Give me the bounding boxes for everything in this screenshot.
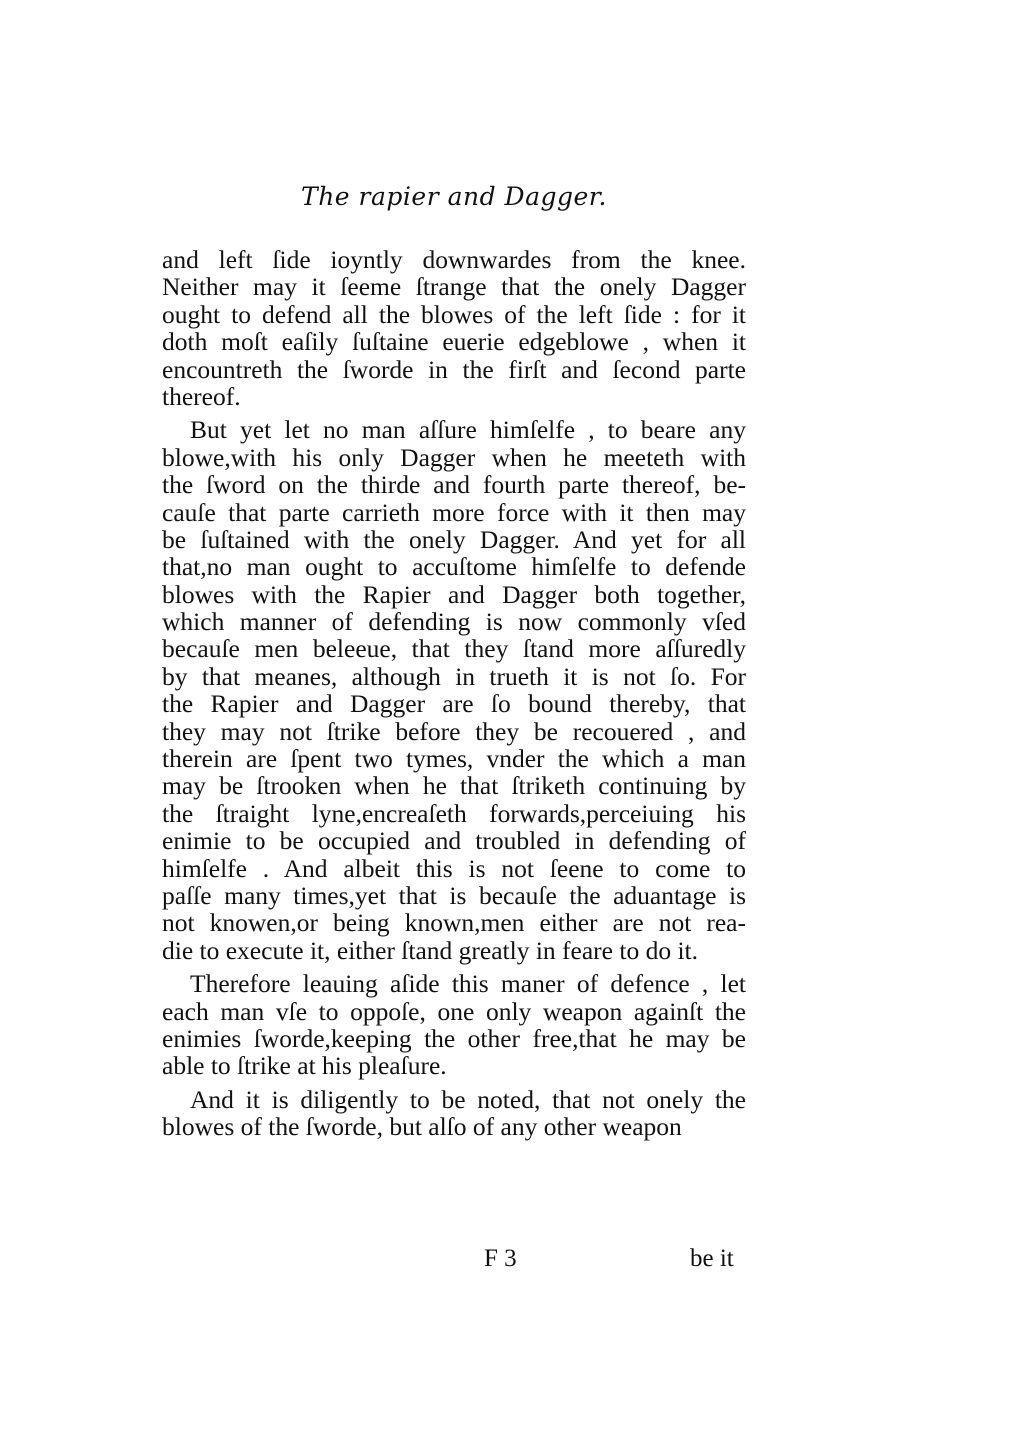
paragraph [162,1086,746,1141]
text-line: able to ſtrike at his pleaſure. [162,1051,447,1081]
text-line: blowe,with his only Dagger when he meeteth with [162,442,746,472]
text-line: by that meanes, although in trueth it is not ſo. For [162,661,746,691]
text-line: each man vſe to oppoſe, one only weapon againſt the [162,996,746,1026]
text-line: the ſtraight lyne,encreaſeth forwards,perceiuing his [162,798,746,828]
text-line: and left ſide ioyntly downwardes from the knee. [162,245,746,274]
paragraph [162,970,746,1080]
text-line: die to execute it, either ſtand greatly in feare to do it. [162,935,698,965]
catchword: be it [690,1245,734,1272]
paragraph [162,246,746,410]
text-line: paſſe many times,yet that is becauſe the aduantage is [162,880,746,910]
text-line: himſelfe . And albeit this is not ſeene to come to [162,853,746,883]
text-line: the ſword on the thirde and fourth parte thereof, be- [162,470,746,500]
running-head: The rapier and Dagger. [301,182,607,211]
text-line: therein are ſpent two tymes, vnder the which a man [162,744,746,774]
body-text [162,246,746,1141]
paragraph [162,416,746,964]
text-line: becauſe men beleeue, that they ſtand more aſſuredly [162,634,746,664]
text-line: cauſe that parte carrieth more force with it then may [162,497,746,527]
text-line: be ſuſtained with the onely Dagger. And yet for all [162,524,746,554]
text-line: enimies ſworde,keeping the other free,that he may be [162,1023,746,1053]
text-line: ought to defend all the blowes of the left ſide : for it [162,299,746,329]
signature-mark: F 3 [484,1245,517,1272]
text-line: may be ſtrooken when he that ſtriketh continuing by [162,771,746,801]
text-line: they may not ſtrike before they be recouered , and [162,716,746,746]
text-line: blowes of the ſworde, but alſo of any other weapon [162,1112,682,1142]
text-line: not knowen,or being known,men either are not rea- [162,908,746,938]
text-line: doth moſt eaſily ſuſtaine euerie edgeblowe , when it [162,327,746,357]
text-line: Neither may it ſeeme ſtrange that the onely Dagger [162,272,746,302]
text-line: And it is diligently to be noted, that not onely the [190,1084,746,1114]
text-line: Therefore leauing aſide this maner of defence , let [190,969,746,999]
text-line: blowes with the Rapier and Dagger both together, [162,579,746,609]
text-line: which manner of defending is now commonly vſed [162,607,746,637]
text-line: the Rapier and Dagger are ſo bound thereby, that [162,689,746,719]
text-line: enimie to be occupied and troubled in defending of [162,826,746,856]
text-line: thereof. [162,381,241,411]
text-line: encountreth the ſworde in the firſt and ſecond parte [162,354,746,384]
text-line: But yet let no man aſſure himſelfe , to beare any [190,415,746,445]
text-line: that,no man ought to accuſtome himſelfe to defende [162,552,746,582]
